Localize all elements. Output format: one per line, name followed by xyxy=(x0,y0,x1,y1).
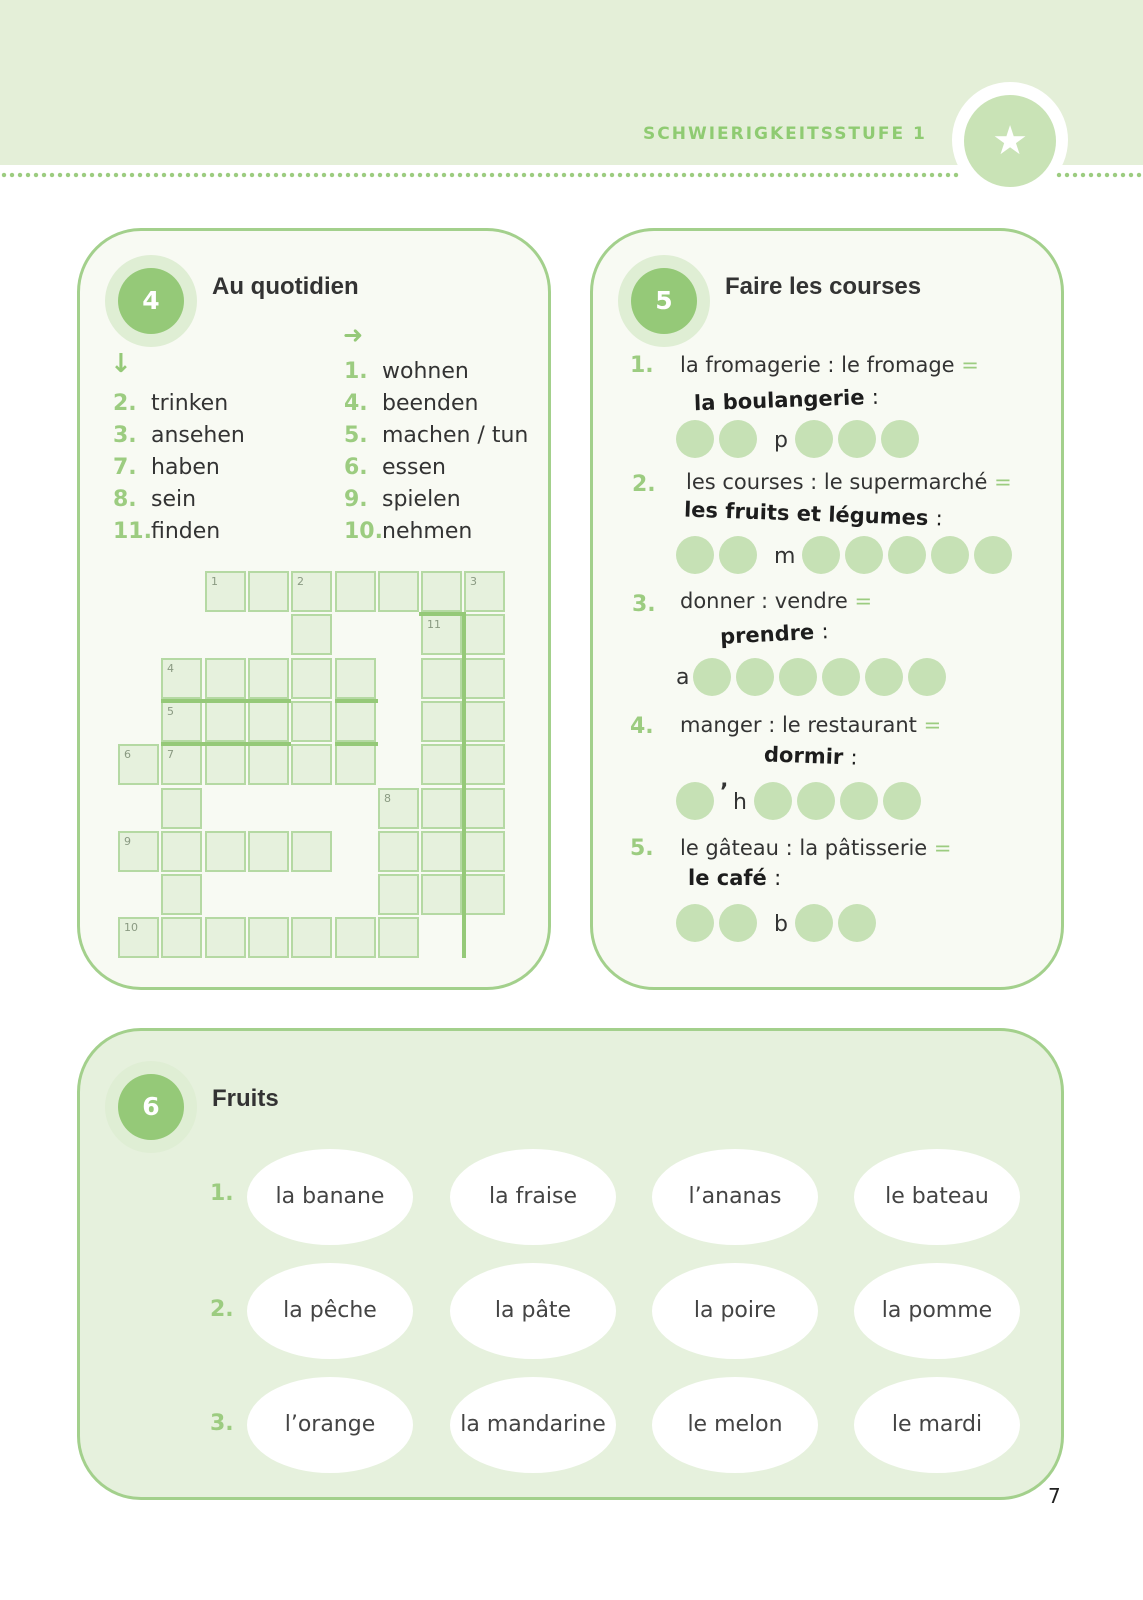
ex5-item-1-number: 1. xyxy=(630,353,654,378)
crossword-cell[interactable] xyxy=(335,917,376,958)
crossword-cell[interactable] xyxy=(291,658,332,699)
crossword-cell[interactable] xyxy=(248,701,289,742)
crossword-clue-number: 8 xyxy=(384,792,391,805)
page-number: 7 xyxy=(1048,1484,1061,1508)
crossword-cell[interactable] xyxy=(464,701,505,742)
crossword-cell[interactable] xyxy=(205,831,246,872)
word-option[interactable]: le melon xyxy=(652,1377,818,1473)
difficulty-level-label: SCHWIERIGKEITSSTUFE 1 xyxy=(643,124,927,144)
answer-blank[interactable] xyxy=(795,420,833,458)
exercise-4-number: 4 xyxy=(118,268,184,334)
clue-down-7: 7. haben xyxy=(113,455,220,480)
crossword-cell[interactable] xyxy=(464,571,505,612)
crossword-cell[interactable] xyxy=(205,701,246,742)
answer-blank[interactable] xyxy=(676,420,714,458)
word-option[interactable]: l’orange xyxy=(247,1377,413,1473)
crossword-cell[interactable] xyxy=(291,831,332,872)
crossword-cell[interactable] xyxy=(335,571,376,612)
crossword-cell[interactable] xyxy=(161,874,202,915)
exercise-6-card xyxy=(77,1028,1064,1500)
crossword-word-divider xyxy=(161,742,291,746)
crossword-cell[interactable] xyxy=(248,917,289,958)
given-letter: p xyxy=(774,428,788,453)
answer-blank[interactable] xyxy=(719,904,757,942)
ex5-item-4-pair: manger : le restaurant = xyxy=(680,713,942,737)
answer-blank[interactable] xyxy=(931,536,969,574)
word-option[interactable]: la fraise xyxy=(450,1149,616,1245)
clue-down-2: 2. trinken xyxy=(113,391,229,416)
word-option[interactable]: l’ananas xyxy=(652,1149,818,1245)
given-letter: h xyxy=(733,790,747,815)
clue-down-11: 11.finden xyxy=(113,519,221,544)
answer-blank[interactable] xyxy=(693,658,731,696)
star-icon: ★ xyxy=(964,95,1056,187)
answer-blank[interactable] xyxy=(676,904,714,942)
answer-blank[interactable] xyxy=(779,658,817,696)
word-option[interactable]: le mardi xyxy=(854,1377,1020,1473)
word-option[interactable]: le bateau xyxy=(854,1149,1020,1245)
crossword-cell[interactable] xyxy=(421,831,462,872)
exercise-6-number: 6 xyxy=(118,1074,184,1140)
down-arrow-icon: ↓ xyxy=(110,349,132,379)
answer-blank[interactable] xyxy=(676,536,714,574)
crossword-cell[interactable] xyxy=(291,917,332,958)
crossword-cell[interactable] xyxy=(421,614,462,655)
crossword-cell[interactable] xyxy=(161,917,202,958)
crossword-cell[interactable] xyxy=(464,614,505,655)
exercise-5-badge xyxy=(618,255,710,347)
crossword-cell[interactable] xyxy=(205,571,246,612)
answer-blank[interactable] xyxy=(676,782,714,820)
answer-blank[interactable] xyxy=(719,536,757,574)
crossword-clue-number: 2 xyxy=(297,575,304,588)
apostrophe: ’ xyxy=(720,780,729,805)
crossword-clue-number: 11 xyxy=(427,618,441,631)
crossword-cell[interactable] xyxy=(248,658,289,699)
crossword-cell[interactable] xyxy=(378,831,419,872)
clue-across-4: 4. beenden xyxy=(344,391,479,416)
crossword-cell[interactable] xyxy=(118,744,159,785)
ex6-row-3-number: 3. xyxy=(210,1411,234,1436)
crossword-cell[interactable] xyxy=(161,831,202,872)
clue-across-1: 1. wohnen xyxy=(344,359,469,384)
ex5-item-3-key: prendre : xyxy=(719,619,830,649)
crossword-clue-number: 3 xyxy=(470,575,477,588)
clue-across-10: 10.nehmen xyxy=(344,519,473,544)
crossword-cell[interactable] xyxy=(161,658,202,699)
ex5-item-5-number: 5. xyxy=(630,836,654,861)
ex5-item-4-key: dormir : xyxy=(763,742,859,770)
crossword-cell[interactable] xyxy=(161,701,202,742)
crossword-cell[interactable] xyxy=(421,744,462,785)
given-letter: b xyxy=(774,912,788,937)
word-option[interactable]: la pomme xyxy=(854,1263,1020,1359)
clue-across-5: 5. machen / tun xyxy=(344,423,529,448)
crossword-clue-number: 6 xyxy=(124,748,131,761)
crossword-cell[interactable] xyxy=(378,571,419,612)
crossword-cell[interactable] xyxy=(205,744,246,785)
exercise-4-badge xyxy=(105,255,197,347)
header-dotted-rule xyxy=(0,172,960,178)
word-option[interactable]: la banane xyxy=(247,1149,413,1245)
crossword-clue-number: 1 xyxy=(211,575,218,588)
ex5-item-2-key: les fruits et légumes : xyxy=(683,497,944,531)
answer-blank[interactable] xyxy=(883,782,921,820)
answer-blank[interactable] xyxy=(845,536,883,574)
answer-blank[interactable] xyxy=(719,420,757,458)
word-option[interactable]: la pêche xyxy=(247,1263,413,1359)
crossword-cell[interactable] xyxy=(335,658,376,699)
crossword-cell[interactable] xyxy=(421,571,462,612)
crossword-cell[interactable] xyxy=(421,701,462,742)
header-dotted-rule-right xyxy=(1055,172,1143,178)
answer-blank[interactable] xyxy=(888,536,926,574)
answer-blank[interactable] xyxy=(754,782,792,820)
ex6-row-2-number: 2. xyxy=(210,1297,234,1322)
crossword-cell[interactable] xyxy=(161,788,202,829)
crossword-cell[interactable] xyxy=(248,831,289,872)
crossword-cell[interactable] xyxy=(464,658,505,699)
crossword-cell[interactable] xyxy=(421,874,462,915)
answer-blank[interactable] xyxy=(865,658,903,696)
exercise-5-title: Faire les courses xyxy=(725,273,922,300)
crossword-cell[interactable] xyxy=(464,744,505,785)
ex5-item-2-pair: les courses : le supermarché = xyxy=(686,470,1012,494)
ex5-item-3-number: 3. xyxy=(632,592,656,617)
crossword-clue-number: 4 xyxy=(167,662,174,675)
crossword-clue-number: 9 xyxy=(124,835,131,848)
answer-blank[interactable] xyxy=(802,536,840,574)
clue-down-8: 8. sein xyxy=(113,487,197,512)
clue-down-3: 3. ansehen xyxy=(113,423,245,448)
crossword-cell[interactable] xyxy=(248,744,289,785)
crossword-cell[interactable] xyxy=(248,571,289,612)
crossword-cell[interactable] xyxy=(421,658,462,699)
exercise-6-badge xyxy=(105,1061,197,1153)
crossword-word-divider xyxy=(335,742,378,746)
clue-across-6: 6. essen xyxy=(344,455,446,480)
crossword-cell[interactable] xyxy=(335,701,376,742)
crossword-word-divider xyxy=(419,612,466,616)
exercise-4-title: Au quotidien xyxy=(212,273,359,300)
answer-blank[interactable] xyxy=(795,904,833,942)
right-arrow-icon: ➜ xyxy=(343,321,364,349)
crossword-clue-number: 5 xyxy=(167,705,174,718)
crossword-cell[interactable] xyxy=(378,917,419,958)
ex5-item-1-pair: la fromagerie : le fromage = xyxy=(680,353,979,377)
answer-blank[interactable] xyxy=(881,420,919,458)
answer-blank[interactable] xyxy=(838,904,876,942)
crossword-cell[interactable] xyxy=(464,874,505,915)
answer-blank[interactable] xyxy=(822,658,860,696)
crossword-cell[interactable] xyxy=(378,788,419,829)
word-option[interactable]: la poire xyxy=(652,1263,818,1359)
given-letter: m xyxy=(774,544,796,569)
exercise-5-number: 5 xyxy=(631,268,697,334)
answer-blank[interactable] xyxy=(838,420,876,458)
crossword-word-divider xyxy=(462,612,466,958)
crossword-cell[interactable] xyxy=(291,571,332,612)
word-option[interactable]: la pâte xyxy=(450,1263,616,1359)
ex5-item-2-number: 2. xyxy=(632,472,656,497)
crossword-cell[interactable] xyxy=(205,917,246,958)
clue-across-9: 9. spielen xyxy=(344,487,461,512)
crossword-cell[interactable] xyxy=(118,831,159,872)
ex5-item-5-pair: le gâteau : la pâtisserie = xyxy=(680,836,952,860)
crossword-cell[interactable] xyxy=(291,744,332,785)
answer-blank[interactable] xyxy=(736,658,774,696)
crossword-cell[interactable] xyxy=(378,874,419,915)
crossword-word-divider xyxy=(161,699,291,703)
crossword-cell[interactable] xyxy=(205,658,246,699)
answer-blank[interactable] xyxy=(908,658,946,696)
answer-blank[interactable] xyxy=(797,782,835,820)
ex6-row-1-number: 1. xyxy=(210,1181,234,1206)
ex5-item-4-number: 4. xyxy=(630,714,654,739)
word-option[interactable]: la mandarine xyxy=(450,1377,616,1473)
ex5-item-1-key: la boulangerie : xyxy=(693,384,880,416)
ex5-item-3-pair: donner : vendre = xyxy=(680,589,873,613)
answer-blank[interactable] xyxy=(974,536,1012,574)
crossword-cell[interactable] xyxy=(421,788,462,829)
crossword-cell[interactable] xyxy=(335,744,376,785)
exercise-6-title: Fruits xyxy=(212,1085,279,1112)
crossword-cell[interactable] xyxy=(291,701,332,742)
crossword-cell[interactable] xyxy=(291,614,332,655)
crossword-cell[interactable] xyxy=(464,788,505,829)
crossword-clue-number: 7 xyxy=(167,748,174,761)
crossword-word-divider xyxy=(335,699,378,703)
ex5-item-5-key: le café : xyxy=(688,866,782,890)
crossword-clue-number: 10 xyxy=(124,921,138,934)
crossword-cell[interactable] xyxy=(161,744,202,785)
crossword-cell[interactable] xyxy=(118,917,159,958)
crossword-cell[interactable] xyxy=(464,831,505,872)
answer-blank[interactable] xyxy=(840,782,878,820)
given-letter: a xyxy=(676,665,690,690)
